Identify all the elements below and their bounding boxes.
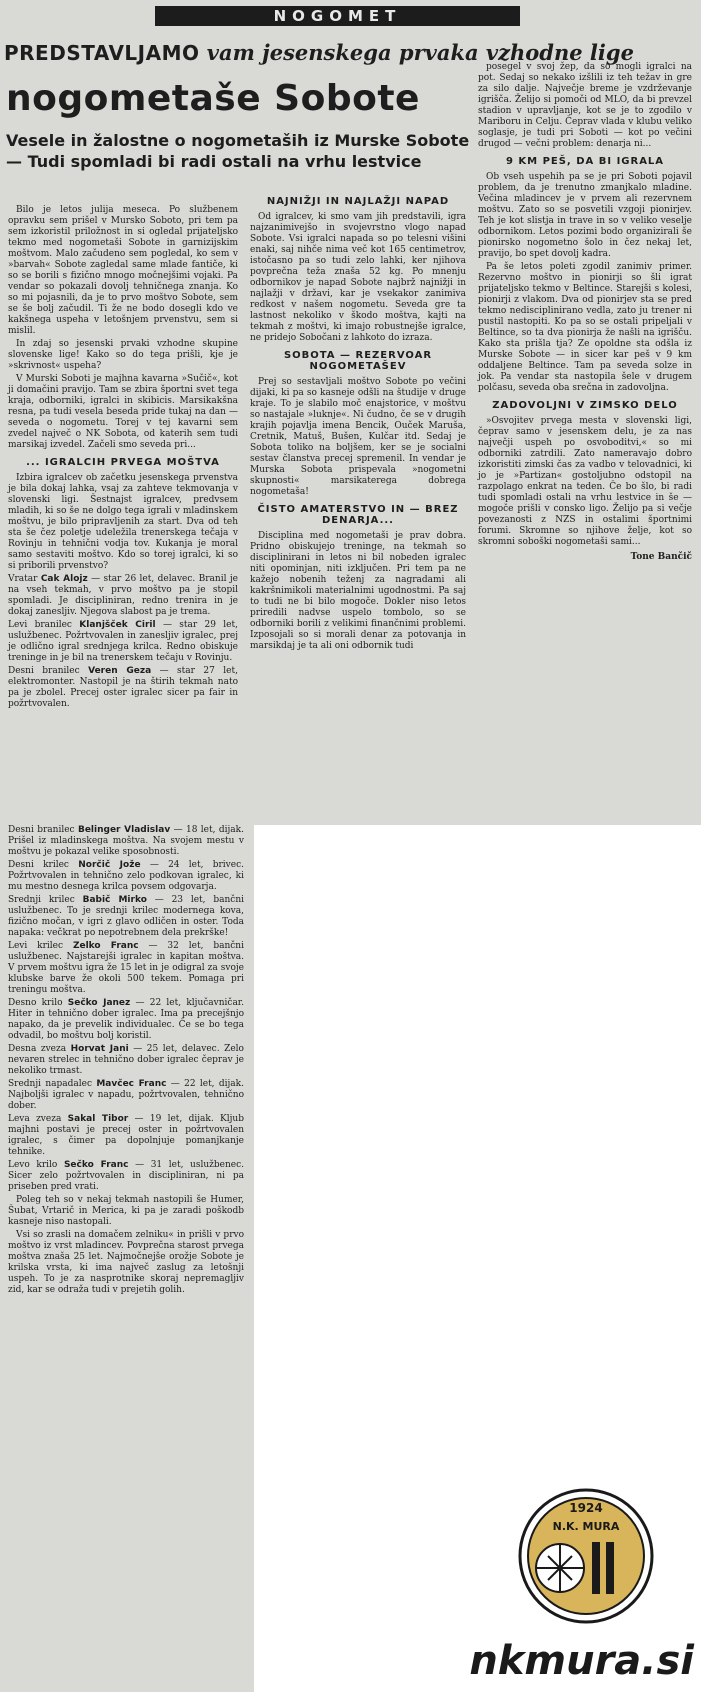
player-entry: Desno krilo Sečko Janez — 22 let, ključavničar. Hiter in tehnično dober igralec. Ima pa precejšnjo napako, da je prevelik individualec. Če se bo tega odvadil, bo moštvu bolj koristil. [8,998,244,1041]
paragraph: In zdaj so jesenski prvaki vzhodne skupine slovenske lige! Kako so do tega prišli, kje je »skrivnost« uspeha? [8,339,238,371]
player-entry: Srednji krilec Babič Mirko — 23 let, bančni uslužbenec. To je srednji krilec modernega kova, fizično močan, v igri z glavo odličen in oster. Toda napaka: večkrat po nepotrebnem dela prekrške! [8,895,244,938]
author-signature: Tone Bančič [630,552,692,562]
column-c [478,62,692,563]
player-entry: Desni branilec Veren Geza — star 27 let, elektromonter. Nastopil je na štirih tekmah nato pa je zbolel. Precej oster igralec sicer pa fair in požrtvovalen. [8,666,238,709]
paragraph: V Murski Soboti je majhna kavarna »Sučič«, kot ji domačini pravijo. Tam se zbira športni svet tega kraja, odborniki, igralci in skibicis. Marsikakšna resna, pa tudi vesela beseda pride tukaj na dan — seveda o nogometu. Torej v tej kavarni sem zvedel največ o NK Sobota, od katerih sem tudi marsikaj izvedel. Začeli smo seveda pri... [8,374,238,450]
paragraph: posegel v svoj žep, da so mogli igralci na pot. Sedaj so nekako izšlili iz teh težav in gre za silo dalje. Največje breme je vzdrževanje igrišča. Želijo si pomoči od MLO, da bi prevzel stadion v upravljanje, kot se je to zgodilo v Mariboru in Celju. Čeprav vlada v klubu veliko soglasje, je tudi pri Soboti — kot po večini drugod — večni problem: denarja ni... [478,62,692,149]
paragraph: Prej so sestavljali moštvo Sobote po večini dijaki, ki pa so kasneje odšli na študije v druge kraje. To je slabilo moč enajstorice, v moštvu so nastajale »luknje«. Ni čudno, če se v drugih krajih pojavlja imena Bencik, Ouček Maruša, Cretnik, Matuš, Bušen, Kulčar itd. Sedaj je Sobota toliko na boljšem, ker se je socialni sestav članstva precej spremenil. In vendar je Murska Sobota prispevala »nogometni skupnosti« marsikaterega dobrega nogometaša! [250,377,466,497]
paragraph: Bilo je letos julija meseca. Po službenem opravku sem prišel v Mursko Soboto, pri tem pa sem izkoristil priložnost in si ogledal prijateljsko tekmo med nogometaši Sobote in garnizijskim moštvom. Malo začudeno sem pogledal, ko sem v »barvah« Sobote zagledal same mlade fantiče, ki so se borili s fizično mnogo močnejšimi vojaki. Pa vendar so pokazali dovolj tehničnega znanja. Ko so mi pojasnili, da je to prvo moštvo Sobote, sem se še bolj začudil. Ti že ne bodo dosegli kdo ve kakšnega uspeha v letošnjem prvenstvu, sem si mislil. [8,205,238,336]
subheading: NAJNIŽJI IN NAJLAŽJI NAPAD [266,196,450,207]
player-entry: Levi krilec Zelko Franc — 32 let, bančni uslužbenec. Najstarejši igralec in kapitan moštva. V prvem moštvu igra že 15 let in je odigral za svoje klubske barve že okoli 500 tekem. Pomaga pri treningu moštva. [8,941,244,995]
club-logo [462,1478,698,1688]
paragraph: Ob vseh uspehih pa se je pri Soboti pojavil problem, da je trenutno zmanjkalo mladine. Večina mladincev je v prvem ali rezervnem moštvu. Zato so se posvetili vzgoji pionirjev. Teh je kot slistja in trave in so v veliko veselje odbornikom. Letos pozimi bodo organizirali še pionirsko nogometno šolo in čez nekaj let, pravijo, bo spet dovolj kadra. [478,172,692,259]
player-entry: Levi branilec Klanjšček Ciril — star 29 let, uslužbenec. Požrtvovalen in zanesljiv igralec, prej je odlično igral srednjega krilca. Redno obiskuje treninge in je bil na trenerskem tečaju v Rovinju. [8,620,238,663]
subheading: ZADOVOLJNI V ZIMSKO DELO [492,400,678,411]
player-entry: Vratar Cak Alojz — star 26 let, delavec. Branil je na vseh tekmah, v prvo moštvo pa je stopil spomladi. Je discipliniran, redno trenira in je dokaj zanesljiv. Njegova slabost pa je trema. [8,574,238,617]
player-entry: Desni krilec Norčič Jože — 24 let, brivec. Požrtvovalen in tehnično zelo podkovan igralec, ki mu mestno desnega krilca povsem odgovarja. [8,860,244,892]
paragraph: Od igralcev, ki smo vam jih predstavili, igra najzanimivejšo in svojevrstno vlogo napad Sobote. Vsi igralci napada so po telesni višini enaki, saj nihče nima več kot 165 centimetrov, istočasno pa so tudi zelo lahki, ker njihova povprečna teža znaša 52 kg. Po mnenju odbornikov je napad Sobote najbrž najnižji in najlažji v državi, kar je vsekakor zanimiva redkost v našem nogometu. Seveda gre ta lastnost nekoliko v škodo moštva, kajti na tekmah z moštvi, ki imajo robustnejše igralce, ne pridejo Sobočani z lahkoto do izraza. [250,212,466,343]
logo-year: 1924 [569,1501,603,1515]
player-entry: Leva zveza Sakal Tibor — 19 let, dijak. Kljub majhni postavi je precej oster in požrtvovalen igralec, s čimer pa dopolnjuje pomanjkanje tehnike. [8,1114,244,1157]
paragraph: Izbira igralcev ob začetku jesenskega prvenstva je bila dokaj lahka, vsaj za zahteve tekmovanja v slovenski ligi. Šestnajst igralcev, predvsem mladih, ki so še ne dolgo tega igrali v mladinskem moštvu, je bilo pripravljenih za start. Dva od teh sta še čez poletje udeležila trenerskega tečaja v Rovinju in tehnični vodja tov. Kukanja je moral samo sestaviti moštvo. Kdo so torej igralci, ki so si priborili prvenstvo? [8,473,238,571]
subheading: ... IGRALCIH PRVEGA MOŠTVA [26,457,220,468]
deck-subtitle: Vesele in žalostne o nogometaših iz Murske Sobote — Tudi spomladi bi radi ostali na vrhu lestvice [6,131,470,171]
paragraph: Vsi so zrasli na domačem zelniku« in prišli v prvo moštvo iz vrst mladincev. Povprečna starost prvega moštva znaša 25 let. Najmočnejše orožje Sobote je krilska vrsta, ki ima največ zaslug za letošnji uspeh. To je za nasprotnike skoraj nepremagljiv zid, kar se odraža tudi v prejetih golih. [8,1230,244,1295]
subheading: SOBOTA — REZERVOAR NOGOMETAŠEV [283,350,433,372]
subheading: 9 KM PEŠ, DA BI IGRALA [505,156,665,167]
site-watermark: nkmura.si [469,1638,694,1684]
subheading: ČISTO AMATERSTVO IN — BREZ DENARJA... [257,504,459,526]
paragraph: Pa še letos poleti zgodil zanimiv primer. Rezervno moštvo in pionirji so šli igrat prijateljsko tekmo v Beltince. Starejši s kolesi, pionirji z vlakom. Dva od pionirjev sta se pred tekmo nedisciplinirano vedla, zato ju trener ni pustil nastopiti. Ko pa so se ostali pripeljali v Beltince, so ta dva pionirja že našli na igrišču. Kako sta prišla tja? Ze opoldne sta odšla iz Murske Sobote — in sicer kar peš v 9 km oddaljene Beltince. Tam pa seveda solze in jok. Pa vendar sta nastopila šele v drugem polčasu, seveda oba srečna in zadovoljna. [478,262,692,393]
logo-stripe [606,1542,614,1594]
player-entry: Srednji napadalec Mavčec Franc — 22 let, dijak. Najboljši igralec v napadu, požrtvovalen, tehnično dober. [8,1079,244,1111]
column-a [8,205,238,712]
column-b [250,190,466,654]
section-banner: NOGOMET [155,6,520,26]
paragraph: »Osvojitev prvega mesta v slovenski ligi, čeprav samo v jesenskem delu, je za nas največji uspeh po osvoboditvi,« so mi odborniki zatrdili. Zato nameravajo dobro izkoristiti zimski čas za vadbo v telovadnici, ki jo je »Partizan« gostoljubno odstopil na razpolago enkrat na teden. Če bo šlo, bi radi tudi spomladi ostali na vrhu lestvice in še — mogoče prišli v consko ligo. Želijo pa si večje povezanosti z NZS in ostalimi športnimi forumi. Skromne so njihove želje, kot so skromni soboški nogometaši sami... [478,416,692,547]
headline: nogometaše Sobote [6,78,420,119]
player-entry: Desni branilec Belinger Vladislav — 18 let, dijak. Prišel iz mladinskega moštva. Na svojem mestu v moštvu je pokazal velike sposobnosti. [8,825,244,857]
player-list-column [8,825,244,1298]
logo-stripe [592,1542,600,1594]
kicker-lead: PREDSTAVLJAMO [4,41,200,65]
kicker-rest: vam jesenskega prvaka vzhodne lige [199,40,634,65]
paragraph: Poleg teh so v nekaj tekmah nastopili še Humer, Šubat, Vrtarič in Merica, ki pa je zaradi poškodb kasneje niso nastopali. [8,1195,244,1227]
logo-club-name: N.K. MURA [552,1520,620,1533]
player-entry: Levo krilo Sečko Franc — 31 let, uslužbenec. Sicer zelo požrtvovalen in discipliniran, ni pa priseben pred vrati. [8,1160,244,1192]
player-entry: Desna zveza Horvat Jani — 25 let, delavec. Zelo nevaren strelec in tehnično dober igralec čeprav je nekoliko trmast. [8,1044,244,1076]
paragraph: Disciplina med nogometaši je prav dobra. Pridno obiskujejo treninge, na tekmah so disciplinirani in letos ni bil nobeden igralec niti opominjan, niti izključen. Pri tem pa ne kažejo nobenih teženj za nagradami ali kakršnimikoli materialnimi ugodnostmi. Pa saj to tudi ne bi bilo mogoče. Dokler niso letos priredili nadvse uspelo tombolo, so se odborniki borili z velikimi finančnimi problemi. Izposojali so si morali denar za potovanja in marsikdaj je ta ali oni odbornik tudi [250,531,466,651]
